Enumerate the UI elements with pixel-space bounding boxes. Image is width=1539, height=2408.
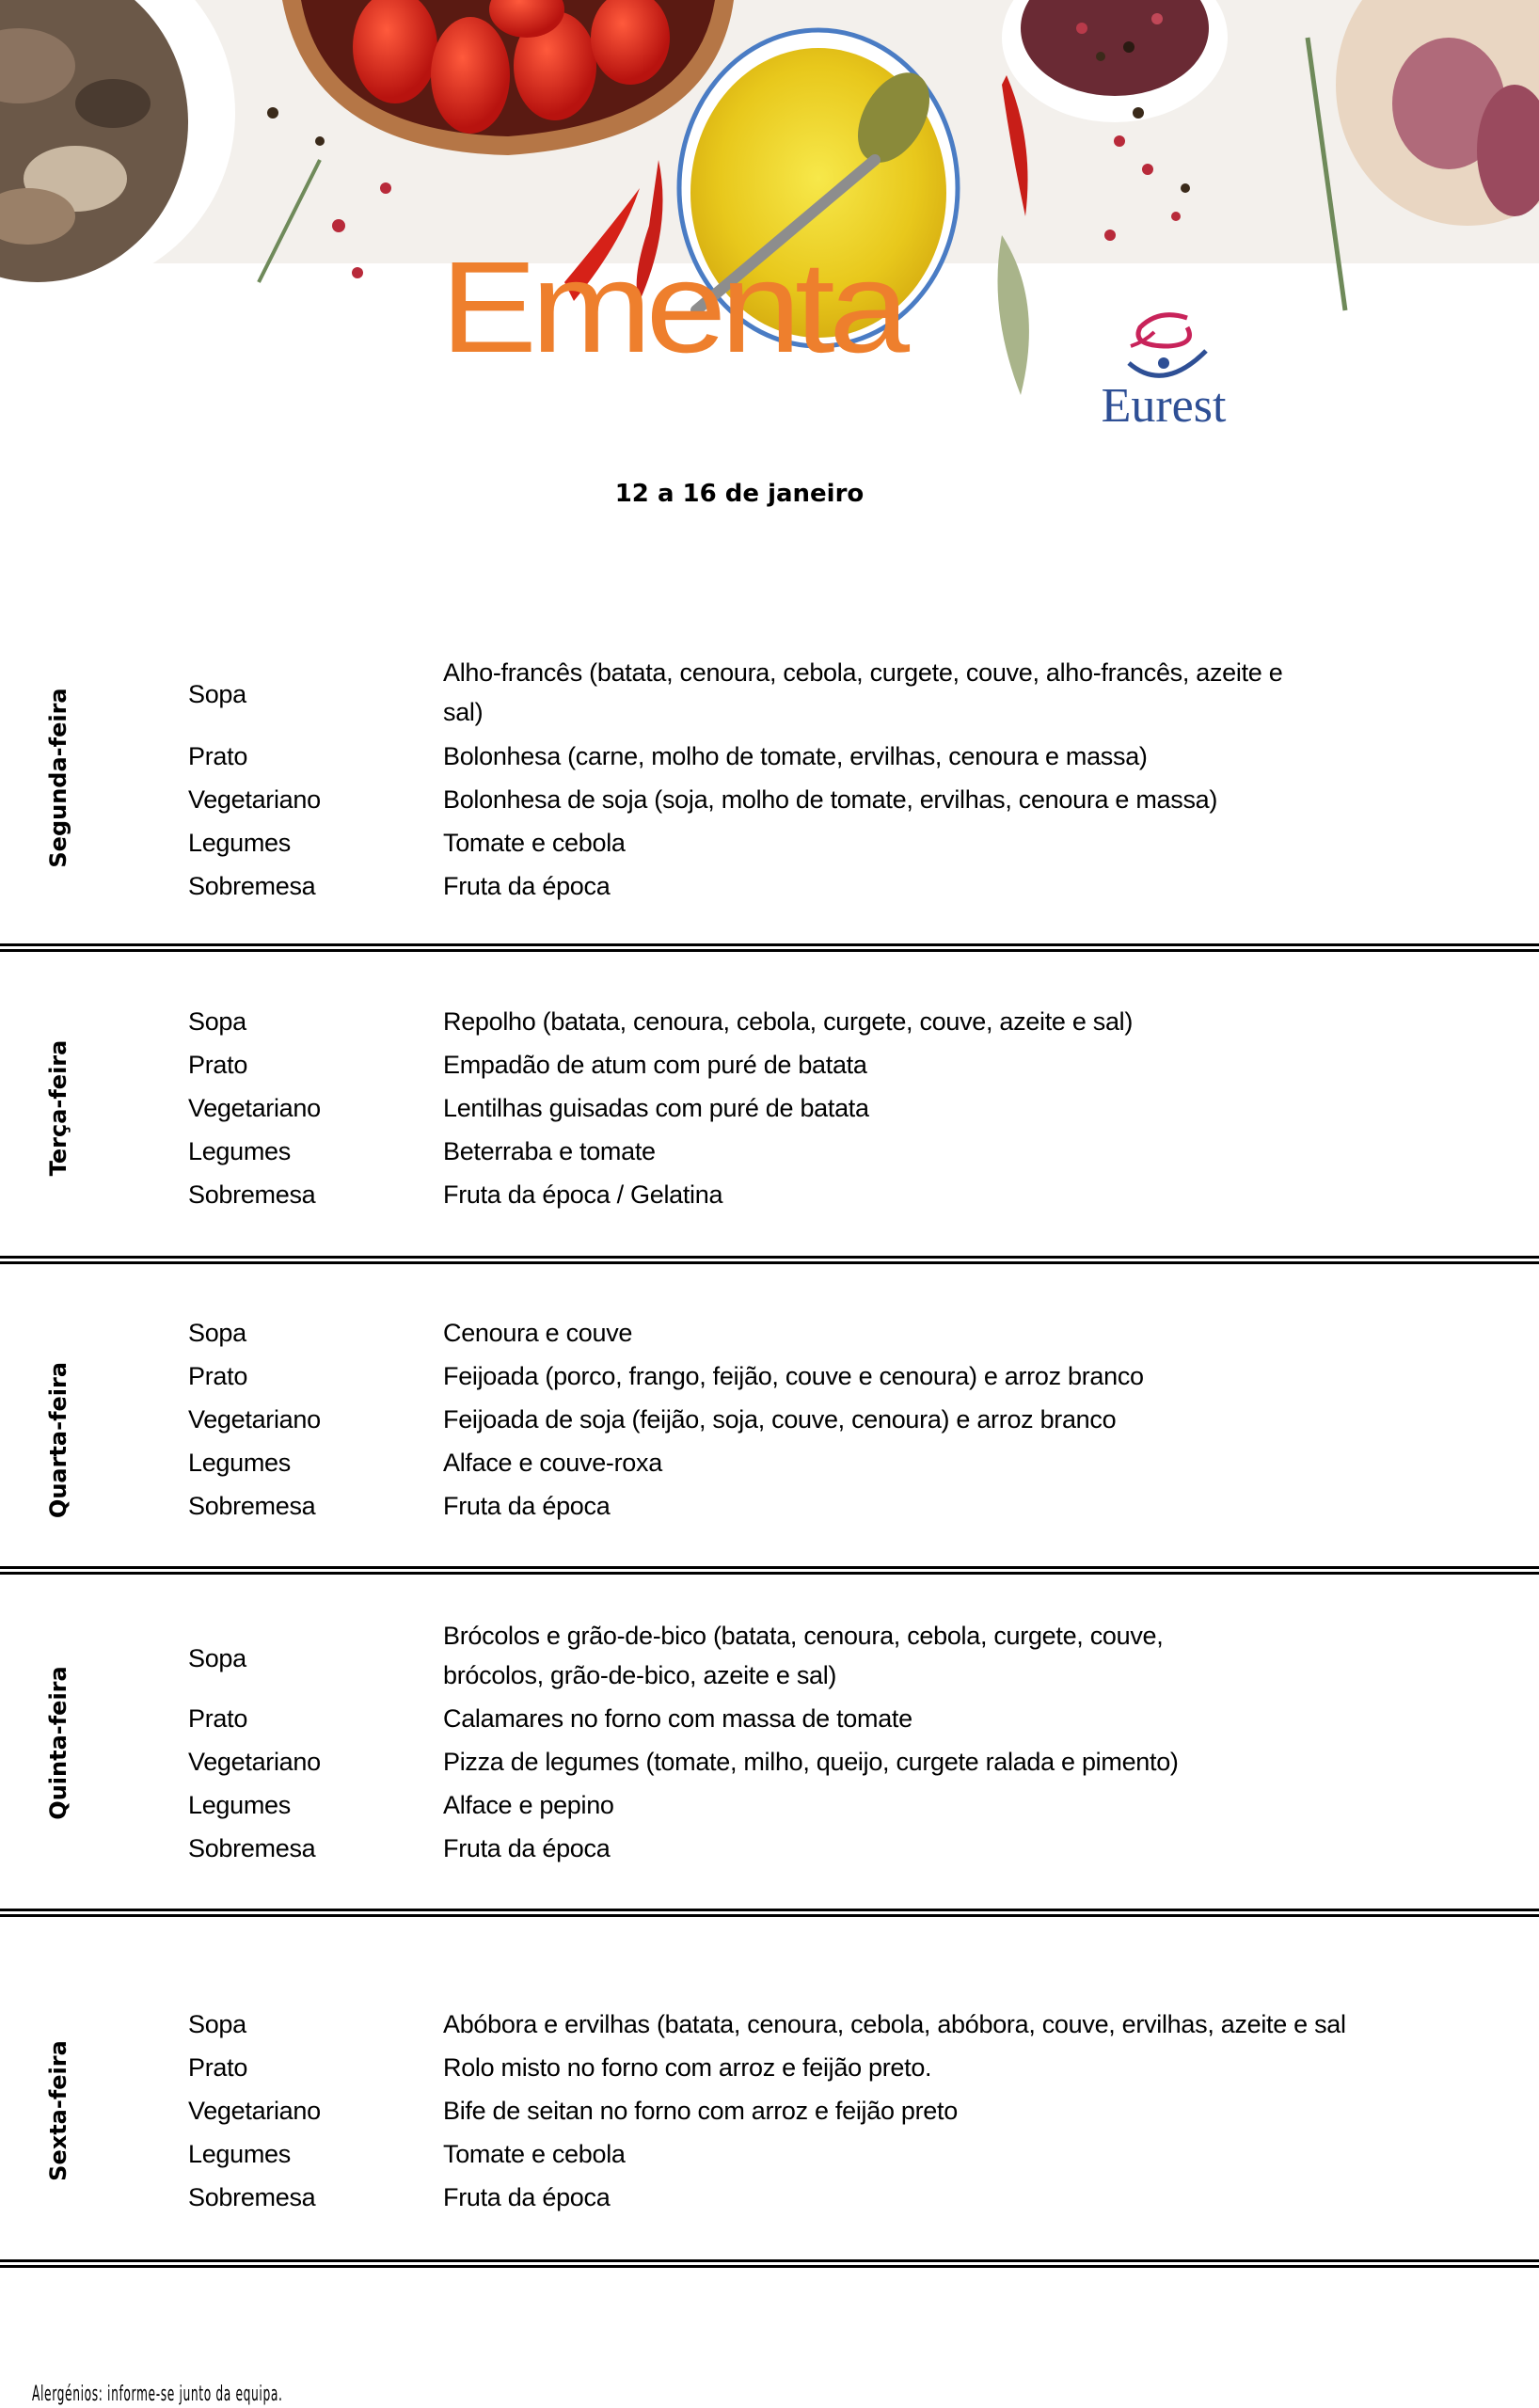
menu-row-value: Repolho (batata, cenoura, cebola, curgete, couve, azeite e sal) [443, 1007, 1134, 1036]
menu-row-label: Sopa [188, 1007, 246, 1036]
eurest-logo-text: Eurest [1101, 379, 1227, 433]
menu-row-label: Sobremesa [188, 1180, 316, 1209]
menu-row-label: Vegetariano [188, 2097, 321, 2125]
menu-row-label: Sobremesa [188, 1834, 316, 1862]
menu-row-value: Tomate e cebola [443, 2140, 626, 2168]
eurest-logo [1065, 309, 1262, 440]
menu-row-value: Fruta da época [443, 2183, 611, 2211]
food-photo-illustration [0, 0, 1539, 452]
menu-row-label: Sobremesa [188, 1492, 316, 1520]
menu-row-value: Alface e couve-roxa [443, 1449, 662, 1477]
menu-row-value: Cenoura e couve [443, 1319, 633, 1347]
menu-row-label: Vegetariano [188, 1405, 321, 1434]
menu-row-label: Prato [188, 2053, 248, 2082]
menu-row-value: Bolonhesa (carne, molho de tomate, ervilhas, cenoura e massa) [443, 742, 1148, 770]
menu-row-label: Prato [188, 742, 248, 770]
menu-row-label: Vegetariano [188, 785, 321, 814]
menu-row-label: Vegetariano [188, 1094, 321, 1122]
menu-row-label: Sobremesa [188, 2183, 316, 2211]
menu-row-value: Fruta da época [443, 1492, 611, 1520]
menu-row-label: Legumes [188, 829, 291, 857]
menu-row-value: Bife de seitan no forno com arroz e feijão preto [443, 2097, 958, 2125]
menu-row-value: Abóbora e ervilhas (batata, cenoura, cebola, abóbora, couve, ervilhas, azeite e sal [443, 2010, 1346, 2038]
menu-row-value: Fruta da época / Gelatina [443, 1180, 723, 1209]
day-label: Segunda-feira [45, 688, 71, 868]
day-separator [0, 943, 1539, 952]
day-separator [0, 1566, 1539, 1575]
menu-row-value: Fruta da época [443, 1834, 611, 1862]
day-separator [0, 2259, 1539, 2268]
menu-row-label: Legumes [188, 1137, 291, 1165]
menu-row-label: Legumes [188, 1791, 291, 1819]
day-label: Quinta-feira [45, 1666, 71, 1820]
menu-row-value: Lentilhas guisadas com puré de batata [443, 1094, 869, 1122]
menu-row-value: Rolo misto no forno com arroz e feijão preto. [443, 2053, 932, 2082]
allergens-note: Alergénios: informe-se junto da equipa. [32, 2383, 283, 2406]
menu-row-value: Alho-francês (batata, cenoura, cebola, curgete, couve, alho-francês, azeite e sal) [443, 658, 1283, 726]
header-banner [0, 0, 1539, 452]
menu-row-value: Feijoada de soja (feijão, soja, couve, cenoura) e arroz branco [443, 1405, 1117, 1434]
menu-row-value: Feijoada (porco, frango, feijão, couve e cenoura) e arroz branco [443, 1362, 1144, 1390]
menu-row-value: Empadão de atum com puré de batata [443, 1051, 867, 1079]
day-label: Quarta-feira [45, 1361, 71, 1519]
menu-row-value: Bolonhesa de soja (soja, molho de tomate, ervilhas, cenoura e massa) [443, 785, 1218, 814]
menu-row-label: Sopa [188, 1319, 246, 1347]
eurest-logo-mark [1065, 309, 1262, 384]
menu-row-label: Prato [188, 1051, 248, 1079]
day-separator [0, 1256, 1539, 1264]
day-separator [0, 1909, 1539, 1917]
menu-row-value: Fruta da época [443, 872, 611, 900]
menu-row-value: Alface e pepino [443, 1791, 614, 1819]
menu-row-label: Sobremesa [188, 872, 316, 900]
menu-row-label: Sopa [188, 2010, 246, 2038]
menu-row-value: Brócolos e grão-de-bico (batata, cenoura, cebola, curgete, couve, brócolos, grão-de-bico, azeite e sal) [443, 1622, 1164, 1689]
menu-row-label: Sopa [188, 1644, 246, 1672]
day-label: Sexta-feira [45, 2040, 71, 2181]
menu-row-value: Calamares no forno com massa de tomate [443, 1704, 912, 1733]
day-label: Terça-feira [45, 1039, 71, 1177]
menu-row-value: Pizza de legumes (tomate, milho, queijo, curgete ralada e pimento) [443, 1748, 1179, 1776]
menu-row-label: Vegetariano [188, 1748, 321, 1776]
menu-row-label: Legumes [188, 1449, 291, 1477]
menu-row-label: Sopa [188, 680, 246, 708]
ementa-logo-title: Ementa [440, 235, 904, 380]
date-range-title: 12 a 16 de janeiro [614, 480, 865, 508]
menu-row-label: Legumes [188, 2140, 291, 2168]
menu-row-label: Prato [188, 1362, 248, 1390]
menu-row-value: Beterraba e tomate [443, 1137, 656, 1165]
menu-row-label: Prato [188, 1704, 248, 1733]
menu-row-value: Tomate e cebola [443, 829, 626, 857]
